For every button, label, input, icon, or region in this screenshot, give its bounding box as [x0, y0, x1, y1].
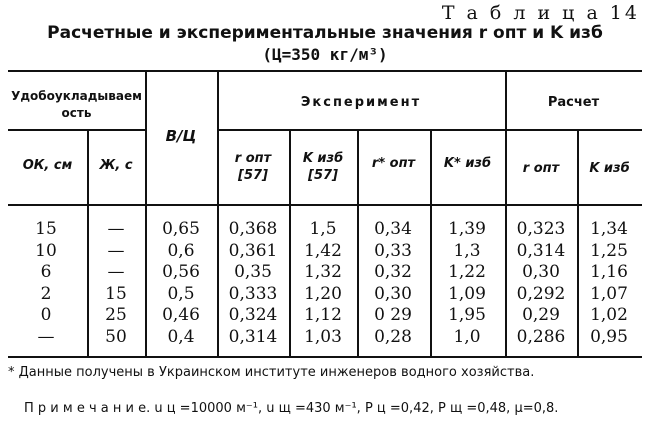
table-note: П р и м е ч а н и е. u ц =10000 м⁻¹, u щ =430 м⁻¹, P ц =0,42, P щ =0,48, μ=0,8.	[24, 401, 559, 416]
table-cell: 1,42	[304, 240, 342, 261]
table-cell: 0,368	[228, 219, 278, 239]
table-cell: 0,29	[522, 305, 560, 325]
table-cell: 0,6	[167, 240, 195, 261]
header-ok-cm: ОК, см	[22, 158, 73, 173]
table-cell: 0,95	[590, 326, 628, 347]
table-cell: 0,324	[228, 305, 278, 325]
table-cell: 0,28	[374, 326, 412, 347]
table-cell: 25	[105, 305, 127, 325]
header-subrule-left	[8, 129, 145, 131]
table-cell: 1,20	[304, 283, 342, 304]
header-experiment: Эксперимент	[300, 95, 422, 110]
table-cell: 0,30	[522, 262, 560, 282]
table-cell: 6	[40, 262, 52, 282]
vrule-4	[289, 129, 291, 358]
table-cell: 1,09	[448, 283, 486, 304]
table-number: Т а б л и ц а 14	[441, 2, 640, 24]
table-cell: 0,35	[234, 262, 272, 282]
header-k-izb-57: K изб [57]	[302, 151, 344, 183]
table-cell: 1,3	[453, 240, 481, 261]
header-workability: Удобоукладываемость	[11, 89, 142, 120]
table-cell: 10	[35, 240, 57, 261]
table-cell: 1,39	[448, 219, 486, 239]
table-cell: 0,292	[516, 283, 566, 304]
table-cell: 2	[40, 283, 52, 304]
table-cell: 15	[105, 283, 127, 304]
header-r-opt-star: r* опт	[371, 156, 416, 171]
table-cell: 0,314	[228, 326, 278, 347]
table-cell: 0,333	[228, 283, 278, 304]
table-cell: 0,33	[374, 240, 412, 261]
header-w-c: В/Ц	[165, 127, 197, 145]
table-cell: 0,314	[516, 240, 566, 261]
table-cell: 1,07	[590, 283, 628, 304]
footnote-star: * Данные получены в Украинском институте инженеров водного хозяйства.	[8, 365, 535, 380]
table-cell: 0,65	[162, 219, 200, 239]
table-cell: 1,0	[453, 326, 481, 347]
table-cell: 1,5	[309, 219, 337, 239]
table-cell: 1,32	[304, 262, 342, 282]
header-zh-s: Ж, с	[99, 158, 133, 173]
table-cell: 50	[105, 326, 127, 347]
top-rule	[8, 70, 642, 72]
table-cell: 0,4	[167, 326, 195, 347]
table-cell: 0,46	[162, 305, 200, 325]
table-cell: —	[107, 240, 125, 261]
header-r-opt-57: r опт [57]	[234, 151, 272, 183]
table-cell: 0,323	[516, 219, 566, 239]
table-cell: —	[107, 262, 125, 282]
table-cell: 1,34	[590, 219, 628, 239]
table-cell: 0,286	[516, 326, 566, 347]
table-cell: 0,56	[162, 262, 200, 282]
vrule-3	[217, 70, 219, 358]
table-cell: 0,361	[228, 240, 278, 261]
header-calc: Расчет	[547, 95, 600, 110]
vrule-7	[505, 70, 507, 358]
title-line-2: (Ц=350 кг/м³)	[262, 45, 388, 64]
table-cell: 0,34	[374, 219, 412, 239]
data-bottom-rule	[8, 356, 642, 358]
header-r-opt: r опт	[522, 161, 560, 176]
table-cell: 0,5	[167, 283, 195, 304]
table-cell: 1,03	[304, 326, 342, 347]
table-cell: 1,16	[590, 262, 628, 282]
table-cell: 1,12	[304, 305, 342, 325]
table-cell: 1,02	[590, 305, 628, 325]
table-cell: —	[107, 219, 125, 239]
table-cell: 0,32	[374, 262, 412, 282]
table-cell: 0	[40, 305, 52, 325]
table-cell: 1,25	[590, 240, 628, 261]
table-cell: 1,95	[448, 305, 486, 325]
table-cell: 0 29	[374, 305, 412, 325]
table-title	[0, 22, 650, 66]
vrule-2	[145, 70, 147, 358]
table-cell: 1,22	[448, 262, 486, 282]
table-cell: —	[37, 326, 55, 347]
title-line-1: Расчетные и экспериментальные значения r опт и K изб	[47, 23, 603, 43]
header-k-izb: K изб	[589, 161, 630, 176]
header-k-izb-star: K* изб	[443, 156, 492, 171]
table-cell: 0,30	[374, 283, 412, 304]
table-cell: 15	[35, 219, 57, 239]
header-bottom-rule	[8, 204, 642, 206]
